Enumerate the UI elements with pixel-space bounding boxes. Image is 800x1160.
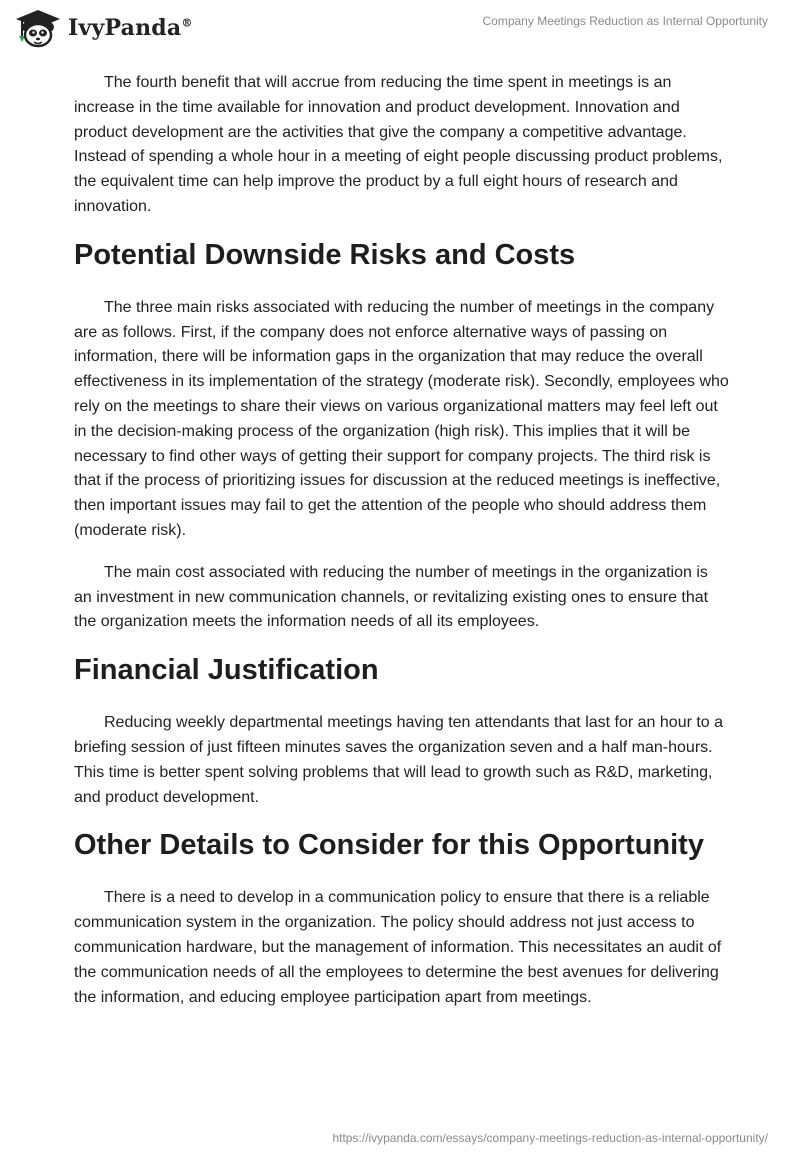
- section-heading-financial: Financial Justification: [74, 654, 379, 687]
- ivypanda-logo[interactable]: [14, 8, 193, 48]
- document-title: Company Meetings Reduction as Internal Opportunity: [482, 14, 768, 28]
- cost-paragraph: The main cost associated with reducing the number of meetings in the organization is an investment in new communication channels, or revitalizing existing ones to ensure that the organization meets the information needs of all its employees.: [74, 563, 709, 631]
- section-heading-risks: Potential Downside Risks and Costs: [74, 238, 576, 271]
- other-details-paragraph: There is a need to develop in a communication policy to ensure that there is a reliable communication system in the organization. The policy should address not just access to communication hardware, but the management of information. This necessitates an audit of the communication needs of all the employees to determine the best avenues for delivering the information, and educing employee participation apart from meetings.: [74, 889, 722, 1006]
- section-heading-other-details: Other Details to Consider for this Opportunity: [74, 829, 704, 862]
- essay-content: [74, 71, 730, 1027]
- financial-paragraph: Reducing weekly departmental meetings having ten attendants that last for an hour to a briefing session of just fifteen minutes saves the organization seven and a half man-hours. This time is better spent solving problems that will lead to growth such as R&D, marketing, and product development.: [74, 714, 724, 806]
- page-header: [0, 0, 800, 64]
- intro-paragraph: The fourth benefit that will accrue from reducing the time spent in meetings is an increase in the time available for innovation and product development. Innovation and product development are the activities that give the company a competitive advantage. Instead of spending a whole hour in a meeting of eight people discussing product problems, the equivalent time can help improve the product by a full eight hours of research and innovation.: [74, 74, 723, 215]
- registered-mark: ®: [181, 16, 193, 30]
- source-url[interactable]: https://ivypanda.com/essays/company-meetings-reduction-as-internal-opportunity/: [332, 1131, 768, 1145]
- panda-graduate-icon: [14, 8, 62, 48]
- brand-name: IvyPanda®: [68, 15, 193, 41]
- risks-paragraph: The three main risks associated with reducing the number of meetings in the company are as follows. First, if the company does not enforce alternative ways of passing on information, there will be information gaps in the organization that may reduce the overall effectiveness in its implementation of the strategy (moderate risk). Secondly, employees who rely on the meetings to share their views on various organizational matters may feel left out in the decision-making process of the organization (high risk). This implies that it will be necessary to find other ways of getting their support for company projects. The third risk is that if the process of prioritizing issues for discussion at the reduced meetings is ineffective, then important issues may fail to get the attention of the people who should address them (moderate risk).: [74, 298, 729, 539]
